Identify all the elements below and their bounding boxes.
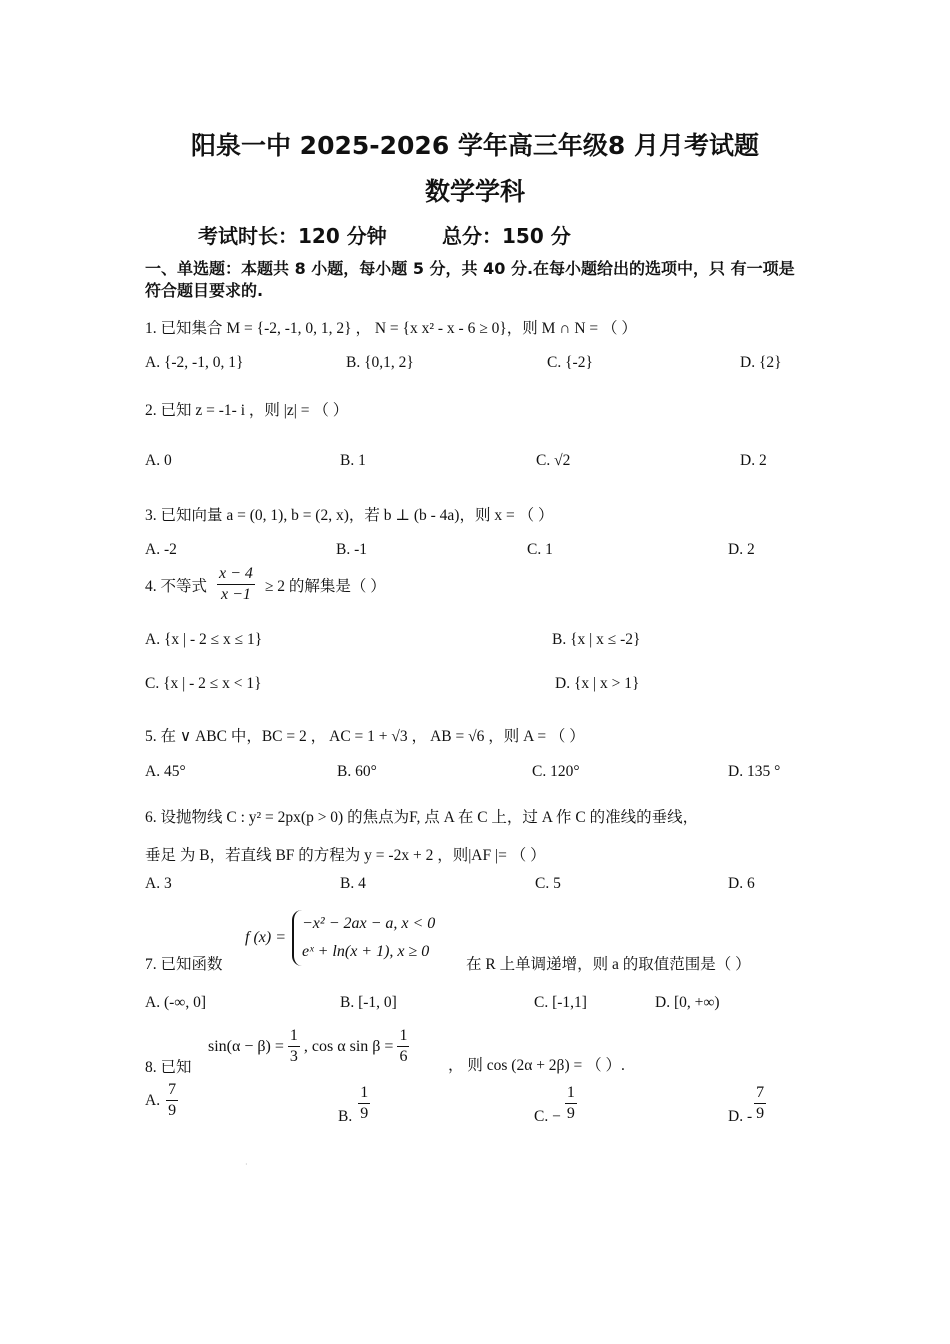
question-4-option-b: B. {x | x ≤ -2} (552, 631, 641, 648)
exam-duration: 考试时长：120 分钟 (198, 224, 387, 248)
question-3-option-a: A. -2 (145, 541, 177, 558)
question-8-prefix: 8. 已知 (145, 1059, 192, 1076)
question-1-option-b: B. {0,1, 2} (346, 354, 414, 371)
question-2-option-c: C. √2 (536, 452, 571, 469)
condition-1-left: sin(α − β) = (208, 1037, 284, 1055)
question-4-prefix: 4. 不等式 (145, 577, 208, 595)
question-4-stem (145, 564, 386, 605)
option-fraction (754, 1083, 766, 1124)
fraction-numerator: 1 (358, 1083, 370, 1104)
question-7-option-a: A. (-∞, 0] (145, 994, 206, 1011)
question-2-stem: 2. 已知 z = -1- i ，则 |z| = （ ） (145, 402, 349, 419)
question-8-conditions (208, 1026, 409, 1067)
question-8-option-c (534, 1080, 577, 1126)
question-6-stem-line-1: 6. 设抛物线 C : y² = 2px(p > 0) 的焦点为F, 点 A 在 C 上，过 A 作 C 的准线的垂线， (145, 809, 699, 826)
question-6-option-d: D. 6 (728, 875, 755, 892)
question-7-option-c: C. [-1,1] (534, 994, 587, 1011)
question-8-option-a (145, 1080, 178, 1121)
question-4-option-d: D. {x | x > 1} (555, 675, 640, 692)
condition-1-fraction (288, 1026, 300, 1067)
fraction-denominator: 3 (289, 1048, 298, 1065)
fraction-denominator: 9 (168, 1102, 177, 1119)
option-label: B. (338, 1108, 353, 1125)
fraction-numerator: x − 4 (217, 564, 255, 585)
option-fraction (565, 1083, 577, 1124)
fraction-numerator: 7 (754, 1083, 766, 1104)
question-6-option-b: B. 4 (340, 875, 366, 892)
piecewise-case-1: −x² − 2ax − a, x < 0 (302, 915, 436, 932)
question-6-option-a: A. 3 (145, 875, 172, 892)
option-fraction (358, 1083, 370, 1124)
condition-2-left: , cos α sin β = (303, 1037, 394, 1055)
question-8-option-b (338, 1080, 370, 1126)
fraction-denominator: 9 (566, 1104, 575, 1122)
question-1-option-c: C. {-2} (547, 354, 593, 371)
question-7-suffix: 在 R 上单调递增，则 a 的取值范围是（ ） (466, 956, 751, 973)
piecewise-case-2: eˣ + ln(x + 1), x ≥ 0 (302, 943, 430, 960)
question-5-option-c: C. 120° (532, 763, 580, 780)
fraction-numerator: 1 (397, 1026, 409, 1047)
question-4-option-c: C. {x | - 2 ≤ x < 1} (145, 675, 262, 692)
fraction-numerator: 1 (565, 1083, 577, 1104)
question-3-option-b: B. -1 (336, 541, 367, 558)
option-label: D. - (728, 1108, 753, 1125)
option-fraction (166, 1080, 178, 1121)
question-7-prefix: 7. 已知函数 (145, 956, 223, 973)
question-3-stem: 3. 已知向量 a = (0, 1), b = (2, x)，若 b ⊥ (b - 4a)，则 x = （ ） (145, 507, 554, 524)
option-label: A. (145, 1091, 161, 1109)
fraction-numerator: 1 (288, 1026, 300, 1047)
question-4-option-a: A. {x | - 2 ≤ x ≤ 1} (145, 631, 263, 648)
question-8-suffix: ， 则 cos (2α + 2β) = （ ）. (448, 1057, 625, 1074)
question-2-option-a: A. 0 (145, 452, 172, 469)
question-5-stem: 5. 在 ∨ ABC 中，BC = 2 ， AC = 1 + √3 ， AB = √6 ，则 A = （ ） (145, 728, 585, 745)
fraction-numerator: 7 (166, 1080, 178, 1101)
exam-title: 阳泉一中 2025-2026 学年高三年级8 月月考试题 (190, 131, 760, 160)
question-4-suffix: ≥ 2 的解集是（ ） (264, 577, 386, 595)
question-7-function (245, 910, 435, 966)
question-1-option-d: D. {2} (740, 354, 782, 371)
question-1-option-a: A. {-2, -1, 0, 1} (145, 354, 244, 371)
question-5-option-d: D. 135 ° (728, 763, 781, 780)
question-3-option-c: C. 1 (527, 541, 553, 558)
subject-title: 数学学科 (424, 177, 525, 206)
question-3-option-d: D. 2 (728, 541, 755, 558)
question-1-stem: 1. 已知集合 M = {-2, -1, 0, 1, 2} ， N = {x x² - x - 6 ≥ 0}，则 M ∩ N = （ ） (145, 320, 637, 337)
question-4-fraction (217, 564, 255, 605)
question-2-option-b: B. 1 (340, 452, 366, 469)
piecewise-cases (292, 910, 435, 966)
question-7-option-b: B. [-1, 0] (340, 994, 397, 1011)
fraction-denominator: x −1 (221, 586, 251, 603)
fraction-denominator: 9 (756, 1104, 765, 1122)
question-8-option-d (728, 1080, 766, 1126)
total-score: 总分：150 分 (442, 224, 571, 248)
question-6-option-c: C. 5 (535, 875, 561, 892)
question-7-option-d: D. [0, +∞) (655, 994, 720, 1011)
question-6-stem-line-2: 垂足 为 B，若直线 BF 的方程为 y = -2x + 2 ，则|AF |= （ ） (145, 847, 546, 864)
question-2-option-d: D. 2 (740, 452, 767, 469)
option-label: C. − (534, 1108, 561, 1125)
condition-2-fraction (397, 1026, 409, 1067)
question-5-option-b: B. 60° (337, 763, 377, 780)
scan-dot: · (245, 1160, 248, 1169)
fraction-denominator: 6 (399, 1048, 408, 1065)
fraction-denominator: 9 (360, 1104, 369, 1122)
question-5-option-a: A. 45° (145, 763, 186, 780)
function-name: f (x) = (245, 929, 286, 946)
section-heading: 一、单选题：本题共 8 小题，每小题 5 分，共 40 分.在每小题给出的选项中，只 有一项是符合题目要求的. (145, 259, 795, 300)
